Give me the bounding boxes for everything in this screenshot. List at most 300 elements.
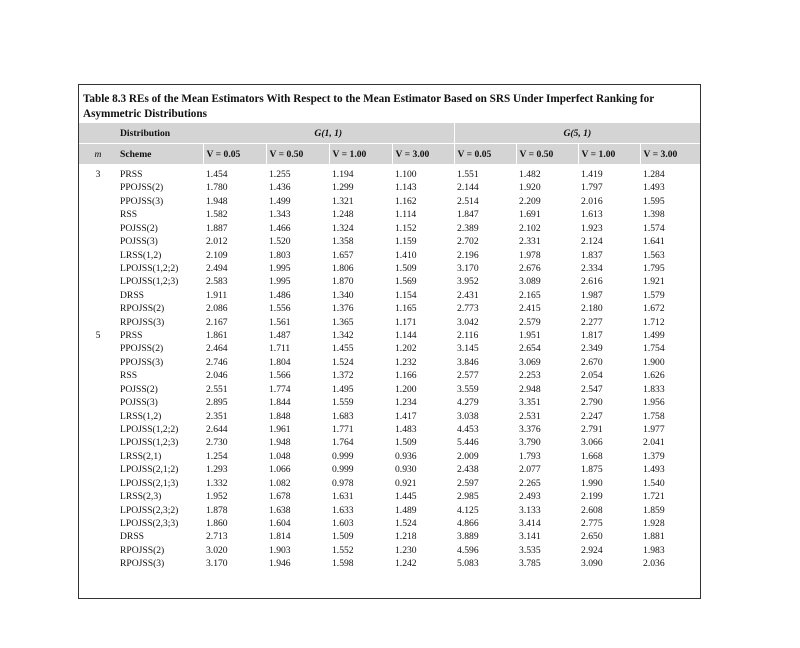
cell-m	[79, 517, 117, 530]
header-scheme: Scheme	[117, 144, 203, 165]
cell-value: 2.775	[581, 517, 603, 529]
cell-value: 1.343	[269, 209, 291, 221]
cell-value: 1.509	[332, 531, 354, 543]
cell-value: 1.631	[332, 491, 354, 503]
cell-value: 2.109	[206, 249, 228, 261]
table-row	[79, 289, 700, 302]
cell-value: 1.633	[332, 504, 354, 516]
cell-value: 1.803	[269, 249, 291, 261]
data-table-frame	[78, 84, 701, 599]
cell-value: 1.711	[269, 343, 291, 355]
cell-value: 3.133	[519, 504, 541, 516]
cell-scheme: LPOJSS(1,2;3)	[120, 437, 179, 449]
cell-m	[79, 383, 117, 396]
cell-value: 2.713	[206, 531, 228, 543]
cell-value: 1.668	[581, 450, 603, 462]
cell-scheme: PPOJSS(3)	[120, 195, 164, 207]
cell-value: 2.144	[457, 182, 479, 194]
cell-value: 2.077	[519, 464, 541, 476]
cell-value: 1.598	[332, 558, 354, 570]
cell-scheme: RSS	[120, 370, 138, 382]
cell-value: 1.795	[643, 262, 665, 274]
cell-value: 1.995	[269, 262, 291, 274]
cell-value: 1.990	[581, 477, 603, 489]
cell-value: 2.334	[581, 262, 603, 274]
cell-value: 1.482	[519, 169, 541, 180]
cell-m	[79, 410, 117, 423]
cell-value: 2.351	[206, 410, 228, 422]
cell-scheme: LPOJSS(2,3;2)	[120, 504, 179, 516]
cell-value: 1.365	[332, 316, 354, 328]
cell-value: 1.466	[269, 222, 291, 234]
table-row	[79, 342, 700, 355]
cell-m	[79, 356, 117, 369]
cell-value: 2.895	[206, 397, 228, 409]
cell-value: 1.878	[206, 504, 228, 516]
cell-value: 2.265	[519, 477, 541, 489]
cell-value: 1.082	[269, 477, 291, 489]
cell-value: 2.616	[581, 276, 603, 288]
header-v-col: V = 1.00	[578, 144, 640, 165]
cell-value: 3.170	[206, 558, 228, 570]
cell-value: 1.100	[395, 169, 417, 180]
cell-value: 1.230	[395, 544, 417, 556]
cell-value: 1.436	[269, 182, 291, 194]
cell-value: 1.582	[206, 209, 228, 221]
header-blank-cell	[79, 123, 117, 144]
cell-value: 1.721	[643, 491, 665, 503]
table-row	[79, 302, 700, 315]
cell-m	[79, 504, 117, 517]
cell-value: 1.486	[269, 289, 291, 301]
table-row	[79, 383, 700, 396]
cell-scheme: RSS	[120, 209, 138, 221]
table-row	[79, 477, 700, 490]
cell-value: 1.524	[332, 356, 354, 368]
cell-value: 2.702	[457, 236, 479, 248]
table-row	[79, 517, 700, 530]
cell-value: 2.180	[581, 303, 603, 315]
table-row	[79, 396, 700, 409]
cell-scheme: LPOJSS(2,1;3)	[120, 477, 179, 489]
cell-value: 2.654	[519, 343, 541, 355]
cell-value: 2.116	[457, 330, 479, 342]
cell-value: 1.242	[395, 558, 417, 570]
cell-value: 0.921	[395, 477, 417, 489]
header-v-col: V = 0.50	[266, 144, 329, 165]
cell-value: 2.985	[457, 491, 479, 503]
re-table	[79, 123, 700, 571]
cell-value: 1.814	[269, 531, 291, 543]
cell-value: 1.603	[332, 517, 354, 529]
cell-value: 1.483	[395, 424, 417, 436]
cell-value: 3.889	[457, 531, 479, 543]
cell-value: 3.952	[457, 276, 479, 288]
cell-scheme: PRSS	[120, 169, 143, 180]
cell-value: 2.196	[457, 249, 479, 261]
cell-value: 4.453	[457, 424, 479, 436]
cell-value: 1.499	[269, 195, 291, 207]
cell-value: 1.780	[206, 182, 228, 194]
cell-value: 1.672	[643, 303, 665, 315]
cell-value: 1.417	[395, 410, 417, 422]
cell-value: 2.277	[581, 316, 603, 328]
cell-value: 1.144	[395, 330, 417, 342]
table-row	[79, 450, 700, 463]
header-v-col: V = 0.05	[203, 144, 266, 165]
cell-value: 1.509	[395, 437, 417, 449]
table-caption: Table 8.3 REs of the Mean Estimators With Respect to the Mean Estimator Based on SRS Under Imperfect Ranking for Asymmetric Distributions	[83, 93, 654, 120]
table-row	[79, 329, 700, 342]
cell-value: 2.464	[206, 343, 228, 355]
cell-value: 2.167	[206, 316, 228, 328]
table-row	[79, 262, 700, 275]
cell-value: 1.455	[332, 343, 354, 355]
cell-value: 2.494	[206, 262, 228, 274]
cell-scheme: RPOJSS(2)	[120, 303, 165, 315]
cell-value: 1.861	[206, 330, 228, 342]
cell-value: 1.398	[643, 209, 665, 221]
cell-value: 1.489	[395, 504, 417, 516]
table-row	[79, 544, 700, 557]
table-row	[79, 316, 700, 329]
cell-value: 1.540	[643, 477, 665, 489]
cell-value: 1.293	[206, 464, 228, 476]
cell-value: 1.524	[395, 517, 417, 529]
table-row	[79, 181, 700, 194]
header-group-g11	[203, 123, 454, 144]
cell-value: 1.911	[206, 289, 228, 301]
cell-value: 2.415	[519, 303, 541, 315]
cell-value: 1.641	[643, 236, 665, 248]
cell-value: 1.870	[332, 276, 354, 288]
table-row	[79, 504, 700, 517]
cell-value: 1.410	[395, 249, 417, 261]
cell-value: 2.551	[206, 383, 228, 395]
cell-value: 2.124	[581, 236, 603, 248]
table-row	[79, 463, 700, 476]
cell-m: 3	[95, 169, 101, 180]
cell-value: 2.054	[581, 370, 603, 382]
cell-value: 1.956	[643, 397, 665, 409]
cell-value: 1.159	[395, 236, 417, 248]
cell-value: 1.952	[206, 491, 228, 503]
cell-value: 1.595	[643, 195, 665, 207]
cell-value: 1.372	[332, 370, 354, 382]
cell-value: 1.793	[519, 450, 541, 462]
cell-value: 2.431	[457, 289, 479, 301]
cell-value: 1.683	[332, 410, 354, 422]
cell-value: 2.012	[206, 236, 228, 248]
cell-value: 1.978	[519, 249, 541, 261]
cell-value: 1.995	[269, 276, 291, 288]
cell-value: 1.255	[269, 169, 291, 180]
cell-m	[79, 477, 117, 490]
cell-value: 1.844	[269, 397, 291, 409]
table-row	[79, 557, 700, 570]
cell-value: 1.903	[269, 544, 291, 556]
cell-value: 1.678	[269, 491, 291, 503]
cell-value: 3.376	[519, 424, 541, 436]
cell-value: 1.859	[643, 504, 665, 516]
cell-value: 0.930	[395, 464, 417, 476]
cell-scheme: PPOJSS(2)	[120, 343, 164, 355]
cell-value: 1.499	[643, 330, 665, 342]
cell-value: 4.279	[457, 397, 479, 409]
cell-value: 1.520	[269, 236, 291, 248]
cell-m	[79, 249, 117, 262]
cell-value: 1.563	[643, 249, 665, 261]
header-row-groups	[79, 123, 700, 144]
cell-value: 1.638	[269, 504, 291, 516]
cell-scheme: LRSS(1,2)	[120, 410, 162, 422]
cell-value: 2.438	[457, 464, 479, 476]
cell-m	[79, 208, 117, 221]
table-row	[79, 235, 700, 248]
cell-value: 2.209	[519, 195, 541, 207]
cell-value: 1.048	[269, 450, 291, 462]
cell-m	[79, 396, 117, 409]
cell-value: 2.790	[581, 397, 603, 409]
table-row	[79, 530, 700, 543]
cell-value: 0.936	[395, 450, 417, 462]
cell-value: 1.321	[332, 195, 354, 207]
header-group-g11-label: G(1, 1)	[314, 127, 343, 139]
cell-scheme: RPOJSS(3)	[120, 316, 165, 328]
cell-value: 1.509	[395, 262, 417, 274]
cell-value: 5.083	[457, 558, 479, 570]
cell-m	[79, 222, 117, 235]
cell-m	[79, 530, 117, 543]
header-v-col: V = 3.00	[640, 144, 700, 165]
cell-scheme: POJSS(2)	[120, 222, 158, 234]
cell-value: 3.069	[519, 356, 541, 368]
cell-value: 1.194	[332, 169, 354, 180]
header-row-columns	[79, 144, 700, 165]
cell-value: 3.141	[519, 531, 541, 543]
cell-value: 2.608	[581, 504, 603, 516]
cell-value: 3.846	[457, 356, 479, 368]
cell-value: 1.626	[643, 370, 665, 382]
cell-value: 2.493	[519, 491, 541, 503]
cell-value: 2.016	[581, 195, 603, 207]
cell-value: 2.331	[519, 236, 541, 248]
cell-value: 1.234	[395, 397, 417, 409]
cell-value: 1.487	[269, 330, 291, 342]
cell-value: 1.948	[206, 195, 228, 207]
table-row	[79, 436, 700, 449]
cell-scheme: PPOJSS(3)	[120, 356, 164, 368]
cell-value: 2.009	[457, 450, 479, 462]
cell-value: 2.547	[581, 383, 603, 395]
table-row	[79, 356, 700, 369]
table-row	[79, 164, 700, 181]
cell-value: 1.299	[332, 182, 354, 194]
cell-value: 1.961	[269, 424, 291, 436]
cell-m	[79, 436, 117, 449]
cell-value: 2.597	[457, 477, 479, 489]
cell-value: 1.171	[395, 316, 417, 328]
cell-m	[79, 342, 117, 355]
cell-value: 1.376	[332, 303, 354, 315]
cell-value: 1.166	[395, 370, 417, 382]
cell-scheme: LPOJSS(1,2;3)	[120, 276, 179, 288]
cell-value: 1.797	[581, 182, 603, 194]
cell-value: 1.977	[643, 424, 665, 436]
table-row	[79, 249, 700, 262]
cell-value: 2.583	[206, 276, 228, 288]
cell-m	[79, 423, 117, 436]
cell-value: 2.253	[519, 370, 541, 382]
cell-value: 1.232	[395, 356, 417, 368]
cell-value: 1.419	[581, 169, 603, 180]
cell-value: 3.145	[457, 343, 479, 355]
cell-value: 1.551	[457, 169, 479, 180]
cell-value: 1.774	[269, 383, 291, 395]
cell-m: 5	[95, 330, 101, 342]
cell-value: 1.574	[643, 222, 665, 234]
cell-scheme: RPOJSS(2)	[120, 544, 165, 556]
cell-value: 1.758	[643, 410, 665, 422]
cell-value: 1.566	[269, 370, 291, 382]
cell-value: 1.154	[395, 289, 417, 301]
cell-value: 1.340	[332, 289, 354, 301]
cell-value: 3.559	[457, 383, 479, 395]
cell-value: 3.790	[519, 437, 541, 449]
cell-value: 1.847	[457, 209, 479, 221]
cell-value: 2.676	[519, 262, 541, 274]
cell-value: 0.999	[332, 450, 354, 462]
cell-value: 2.247	[581, 410, 603, 422]
cell-value: 1.556	[269, 303, 291, 315]
cell-value: 3.066	[581, 437, 603, 449]
cell-value: 2.579	[519, 316, 541, 328]
cell-value: 1.946	[269, 558, 291, 570]
cell-value: 1.066	[269, 464, 291, 476]
cell-value: 1.900	[643, 356, 665, 368]
header-v-col: V = 0.50	[516, 144, 578, 165]
cell-value: 3.038	[457, 410, 479, 422]
header-v-col: V = 1.00	[329, 144, 392, 165]
cell-value: 1.848	[269, 410, 291, 422]
cell-scheme: LRSS(1,2)	[120, 249, 162, 261]
cell-value: 2.670	[581, 356, 603, 368]
header-v-col: V = 0.05	[454, 144, 516, 165]
cell-value: 1.691	[519, 209, 541, 221]
cell-value: 2.349	[581, 343, 603, 355]
cell-m	[79, 235, 117, 248]
cell-value: 1.987	[581, 289, 603, 301]
cell-scheme: LPOJSS(2,1;2)	[120, 464, 179, 476]
cell-value: 2.514	[457, 195, 479, 207]
cell-value: 2.086	[206, 303, 228, 315]
cell-value: 2.036	[643, 558, 665, 570]
cell-value: 1.837	[581, 249, 603, 261]
cell-scheme: POJSS(3)	[120, 236, 158, 248]
cell-value: 1.493	[643, 182, 665, 194]
cell-value: 1.860	[206, 517, 228, 529]
table-row	[79, 275, 700, 288]
cell-value: 2.046	[206, 370, 228, 382]
cell-value: 3.535	[519, 544, 541, 556]
cell-m	[79, 369, 117, 382]
cell-value: 3.042	[457, 316, 479, 328]
cell-value: 1.764	[332, 437, 354, 449]
cell-value: 1.200	[395, 383, 417, 395]
cell-m	[79, 195, 117, 208]
cell-scheme: POJSS(2)	[120, 383, 158, 395]
cell-value: 1.165	[395, 303, 417, 315]
cell-m	[79, 544, 117, 557]
header-group-g51	[454, 123, 700, 144]
cell-value: 3.170	[457, 262, 479, 274]
cell-m	[79, 275, 117, 288]
cell-value: 1.143	[395, 182, 417, 194]
table-body	[79, 164, 700, 571]
cell-scheme: POJSS(3)	[120, 397, 158, 409]
cell-value: 1.928	[643, 517, 665, 529]
cell-value: 2.730	[206, 437, 228, 449]
cell-value: 1.887	[206, 222, 228, 234]
cell-m	[79, 316, 117, 329]
cell-value: 1.202	[395, 343, 417, 355]
header-m: m	[79, 144, 117, 165]
cell-value: 2.389	[457, 222, 479, 234]
cell-value: 1.754	[643, 343, 665, 355]
cell-value: 2.644	[206, 424, 228, 436]
cell-value: 3.020	[206, 544, 228, 556]
cell-value: 1.248	[332, 209, 354, 221]
cell-value: 2.791	[581, 424, 603, 436]
cell-value: 1.162	[395, 195, 417, 207]
cell-value: 1.218	[395, 531, 417, 543]
cell-m	[79, 262, 117, 275]
cell-value: 1.358	[332, 236, 354, 248]
cell-value: 1.284	[643, 169, 665, 180]
cell-scheme: RPOJSS(3)	[120, 558, 165, 570]
cell-scheme: LRSS(2,3)	[120, 491, 162, 503]
header-distribution: Distribution	[117, 123, 203, 144]
cell-value: 1.804	[269, 356, 291, 368]
cell-value: 3.090	[581, 558, 603, 570]
cell-m	[79, 302, 117, 315]
cell-value: 3.351	[519, 397, 541, 409]
cell-value: 1.817	[581, 330, 603, 342]
cell-value: 1.983	[643, 544, 665, 556]
cell-value: 1.579	[643, 289, 665, 301]
table-row	[79, 423, 700, 436]
cell-value: 1.613	[581, 209, 603, 221]
cell-value: 1.324	[332, 222, 354, 234]
cell-value: 1.604	[269, 517, 291, 529]
cell-value: 2.924	[581, 544, 603, 556]
cell-value: 1.712	[643, 316, 665, 328]
cell-value: 5.446	[457, 437, 479, 449]
table-row	[79, 369, 700, 382]
header-group-g51-label: G(5, 1)	[563, 127, 592, 139]
cell-value: 2.531	[519, 410, 541, 422]
cell-value: 2.773	[457, 303, 479, 315]
table-row	[79, 410, 700, 423]
cell-value: 4.125	[457, 504, 479, 516]
cell-scheme: LPOJSS(2,3;3)	[120, 517, 179, 529]
cell-value: 2.746	[206, 356, 228, 368]
cell-value: 2.102	[519, 222, 541, 234]
cell-value: 1.833	[643, 383, 665, 395]
cell-value: 1.951	[519, 330, 541, 342]
cell-m	[79, 490, 117, 503]
cell-value: 3.414	[519, 517, 541, 529]
